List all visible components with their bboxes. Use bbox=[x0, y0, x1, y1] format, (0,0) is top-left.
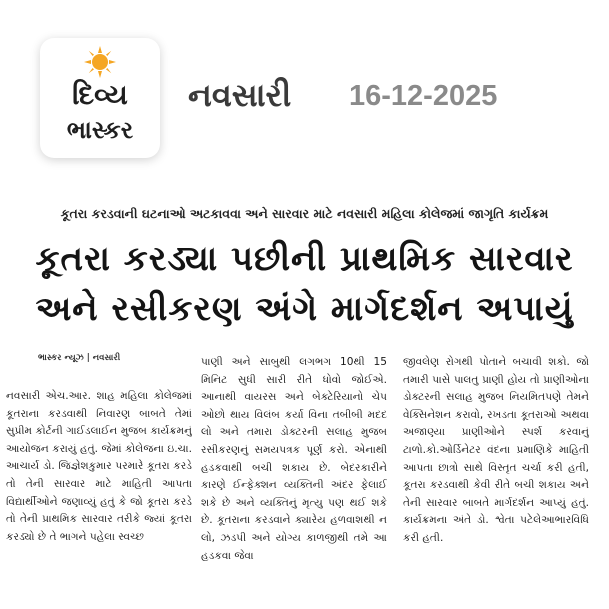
divya-bhaskar-logo bbox=[40, 38, 160, 158]
headline-line1: કૂતરા કરડ્યા પછીની પ્રાથમિક સારવાર bbox=[35, 239, 574, 279]
kicker-subheading: કૂતરા કરડવાની ઘટનાઓ અટકાવવા અને સારવાર માટે નવસારી મહિલા કોલેજમાં જાગૃતિ કાર્યક્રમ bbox=[60, 206, 549, 221]
article-column-2: પાણી અને સાબુથી લગભગ 10થી 15 મિનિટ સુધી સારી રીતે ધોવો જોઈએ. આનાથી વાયરસ અને બેક્ટેરિયાનો ચેપ ઓછો થાય વિલંબ કર્યા વિના તબીબી મદદ લો અને તમારા ડોક્ટરની સલાહ મુજબ રસીકરણનું સમયપત્રક પૂર્ણ કરો. એનાથી હડકવાથી બચી શકાય છે. બેદરકારીને કારણે ઈન્ફેક્શન વ્યક્તિની અંદર ફેલાઈ શકે છે અને વ્યક્તિનું મૃત્યુ પણ થઈ શકે છે. કૂતરાના કરડવાને ક્યારેય હળવાશથી ન લો, ઝડપી અને યોગ્ય કાળજીથી તમે આ હડકવા જેવા bbox=[201, 356, 387, 562]
article-column-1: નવસારી એચ.આર. શાહ મહિલા કોલેજમાં કૂતરાના કરડવાથી નિવારણ બાબતે તેમાં સુપ્રીમ કોર્ટની ગાઈડલાઈન મુજબ કાર્યક્રમનું આયોજન કરાયું હતું. જેમાં કોલેજના ઇ.ચા. આચાર્ય ડો. જિજ્ઞેશકુમાર પરમારે કૂતરા કરડે તો તેની સારવાર માટે માહિતી આપતા વિદ્યાર્થીઓને જણાવ્યું હતું કે જો કૂતરા કરડે તો તેની પ્રાથમિક સારવાર તરીકે જ્યાં કૂતરા કરડ્યો છે તે ભાગને પહેલા સ્વચ્છ bbox=[6, 390, 192, 543]
city-name: નવસારી bbox=[188, 76, 292, 114]
article-column-3: જીવલેણ રોગથી પોતાને બચાવી શકો. જો તમારી પાસે પાલતુ પ્રાણી હોય તો પ્રાણીઓના ડોક્ટરની સલાહ મુજબ નિયમિતપણે તેમને વેક્સિનેશન કરાવો, રખડતા કૂતરાઓ અથવા અજાણ્યા પ્રાણીઓને સ્પર્શ કરવાનું ટાળો.કો.ઓર્ડિનેટર વંદના પ્રમાણિકે માહિતી આપતા છાત્રો સાથે વિસ્તૃત ચર્ચા કરી હતી, કૂતરા કરડવાથી કેવી રીતે બચી શકાય અને તેની સારવાર બાબતે માર્ગદર્શન આપ્યું હતું. કાર્યક્રમના અંતે ડો. શ્વેતા પટેલેઆભારવિધિ કરી હતી. bbox=[403, 356, 589, 544]
sun-icon bbox=[84, 46, 116, 78]
publication-date: 16-12-2025 bbox=[349, 80, 498, 112]
byline: ભાસ્કર ન્યૂઝ | નવસારી bbox=[38, 353, 121, 363]
headline bbox=[8, 234, 601, 334]
headline-line2: અને રસીકરણ અંગે માર્ગદર્શન અપાયું bbox=[35, 289, 574, 329]
header bbox=[0, 0, 609, 200]
logo-text-line1: દિવ્ય bbox=[72, 78, 128, 111]
logo-text-line2: ભાસ્કર bbox=[66, 116, 134, 144]
